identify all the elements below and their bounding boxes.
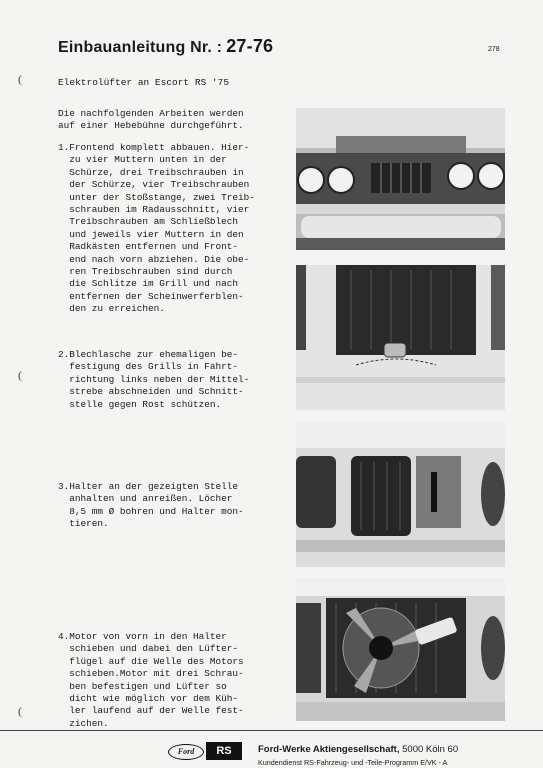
- step-1-text: 1.Frontend komplett abbauen. Hier- zu vier Muttern unten in der Schürze, drei Treibschrauben in der Schürze, vier Treibschrauben unter der Stoßstange, zwei Treib- schrauben im Radausschnitt, vier Treibschrauben am Schließblech und jeweils vier Muttern in den Radkästen entfernen und Front- end nach vorn abziehen. Die obe- ren Treibschrauben sind durch die Schlitze im Grill und nach entfernen der Scheinwerferblen- den zu erreichen.: [58, 142, 255, 315]
- department-line: Kundendienst RS-Fahrzeug- und -Teile-Programm E/VK - A: [258, 758, 448, 767]
- document-title: [58, 36, 273, 57]
- punch-hole-mark: (: [18, 72, 22, 86]
- grill-bracket-photo-icon: [296, 265, 505, 410]
- rs-logo: RS: [206, 742, 242, 760]
- company-address: 5000 Köln 60: [402, 744, 459, 755]
- page-number: 278: [488, 46, 500, 53]
- footer-divider: [0, 730, 543, 731]
- car-front-photo-icon: [296, 108, 505, 250]
- step-3-text: 3.Halter an der gezeigten Stelle anhalten und anreißen. Löcher 8,5 mm Ø bohren und Halter mon- tieren.: [58, 481, 244, 530]
- intro-paragraph: Die nachfolgenden Arbeiten werden auf einer Hebebühne durchgeführt.: [58, 108, 244, 132]
- company-name: Ford-Werke Aktiengesellschaft,: [258, 744, 400, 755]
- punch-hole-mark: (: [18, 368, 22, 382]
- punch-hole-mark: (: [18, 704, 22, 718]
- document-subtitle: Elektrolüfter an Escort RS '75: [58, 77, 230, 88]
- instruction-number: 27-76: [226, 36, 274, 56]
- step-4-text: 4.Motor von vorn in den Halter schieben und dabei den Lüfter- flügel auf die Welle des Motors schieben.Motor mit drei Schrau- ben befestigen und Lüfter so dicht wie möglich vor dem Küh- ler laufend auf der Welle fest- zichen.: [58, 631, 244, 729]
- fan-motor-photo-icon: [296, 578, 505, 721]
- step-2-text: 2.Blechlasche zur ehemaligen be- festigung des Grills in Fahrt- richtung links neben der Mittel- strebe abschneiden und Schnitt- stelle gegen Rost schützen.: [58, 349, 250, 410]
- fan-holder-photo-icon: [296, 422, 505, 567]
- title-label: Einbauanleitung Nr. :: [58, 39, 223, 56]
- company-line: [258, 744, 458, 755]
- ford-logo: Ford: [168, 744, 204, 760]
